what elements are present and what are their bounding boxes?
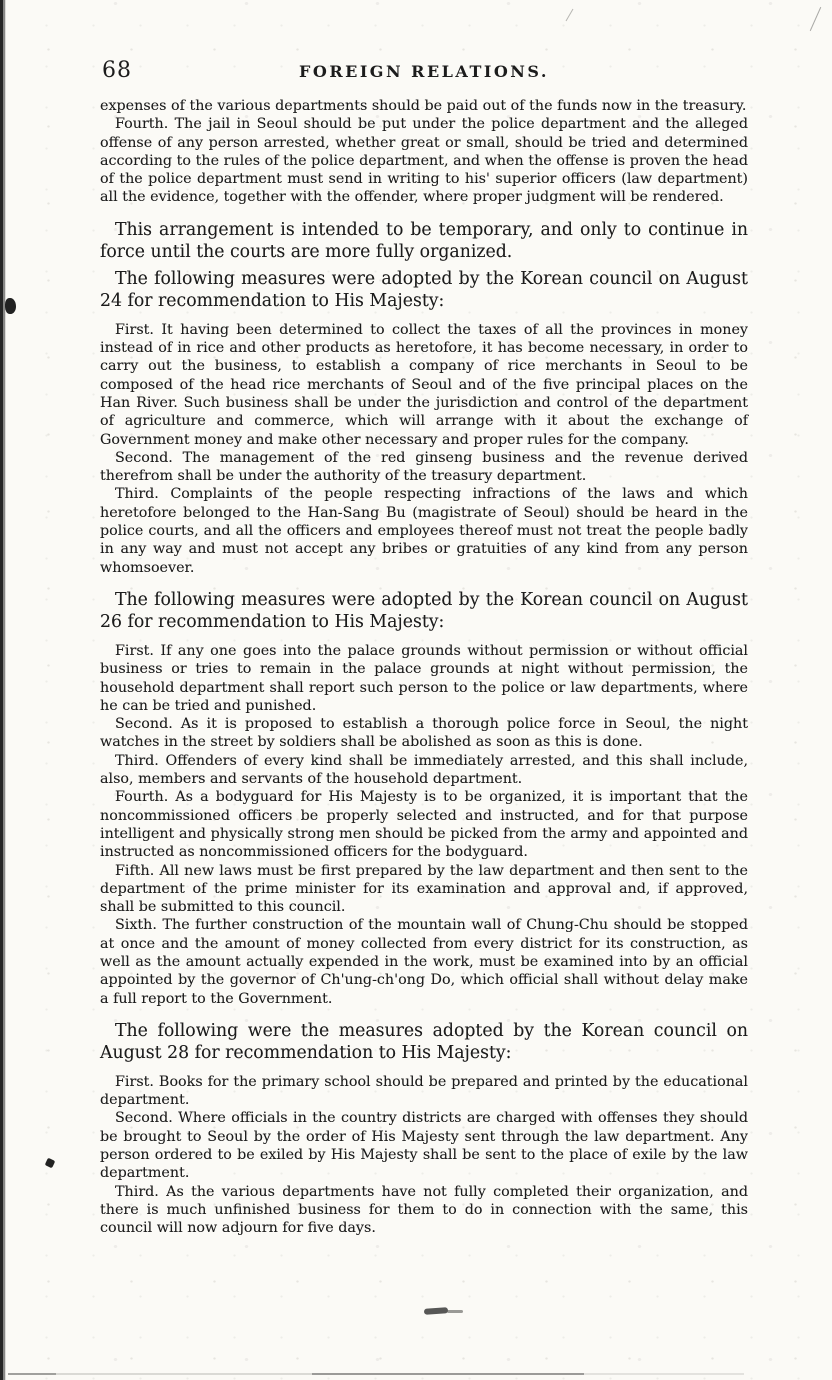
paragraph-arrangement-temporary: This arrangement is intended to be temporary, and only to continue in force until the courts are more fully organized. xyxy=(100,219,748,262)
paragraph-aug26-fourth-bodyguard: Fourth. As a bodyguard for His Majesty is to be organized, it is important that the noncommissioned officers be properly selected and instructed, and for that purpose intelligent and physically strong men should be picked from the army and appointed and instructed as noncommissioned officers for the bodyguard. xyxy=(100,789,748,861)
page-header xyxy=(100,58,748,86)
paragraph-aug26-second-police-force: Second. As it is proposed to establish a thorough police force in Seoul, the night watches in the street by soldiers shall be abolished as soon as this is done. xyxy=(100,716,748,751)
paragraph-aug24-third-complaints: Third. Complaints of the people respecting infractions of the laws and which heretofore belonged to the Han-Sang Bu (magistrate of Seoul) should be heard in the police courts, and all the officers and employees thereof must not treat the people badly in any way and must not accept any bribes or gratuities of any kind from any person whomsoever. xyxy=(100,486,748,576)
ink-speck xyxy=(45,1158,56,1169)
ink-smudge xyxy=(424,1307,448,1315)
paragraph-aug24-second-ginseng: Second. The management of the red ginseng business and the revenue derived therefrom shall be under the authority of the treasury department. xyxy=(100,449,748,485)
ink-smudge xyxy=(447,1310,463,1313)
ink-speck xyxy=(5,298,16,314)
scratch-mark xyxy=(566,9,574,22)
paragraph-aug26-sixth-mountain-wall: Sixth. The further construction of the mountain wall of Chung-Chu should be stopped at once and the amount of money collected from every district for its construction, as well as the amount actually expended in the work, must be examined into by an official appointed by the governor of Ch'ung-ch'ong Do, which official shall without delay make a full report to the Government. xyxy=(100,917,748,1007)
paragraph-fourth-jail: Fourth. The jail in Seoul should be put under the police department and the alleged offense of any person arrested, whether great or small, should be tried and determined according to the rules of the police department, and when the offense is proven the head of the police department must send in writing to his' superior officers (law department) all the evidence, together with the offender, where proper judgment will be rendered. xyxy=(100,116,748,206)
paragraph-aug26-first-palace-grounds: First. If any one goes into the palace grounds without permission or without official business or tries to remain in the palace grounds at night without permission, the household department shall report such person to the police or law departments, where he can be tried and punished. xyxy=(100,642,748,714)
paragraph-aug28-third-adjourn: Third. As the various departments have not fully completed their organization, and there is much unfinished business for them to do in connection with the same, this council will now adjourn for five days. xyxy=(100,1183,748,1237)
page-number: 68 xyxy=(102,58,132,83)
paragraph-expenses-continuation: expenses of the various departments should be paid out of the funds now in the treasury. xyxy=(100,98,747,114)
heading-august-26-measures: The following measures were adopted by the Korean council on August 26 for recommendation to His Majesty: xyxy=(100,589,748,632)
page-body xyxy=(100,97,748,1238)
scan-edge-artifact xyxy=(0,0,8,1380)
paragraph-aug28-first-school-books: First. Books for the primary school should be prepared and printed by the educational department. xyxy=(100,1073,748,1109)
heading-august-24-measures: The following measures were adopted by the Korean council on August 24 for recommendation to His Majesty: xyxy=(100,268,748,311)
paragraph-aug28-second-exile: Second. Where officials in the country districts are charged with offenses they should be brought to Seoul by the order of His Majesty sent through the law department. Any person ordered to be exiled by His Majesty shall be sent to the place of exile by the law department. xyxy=(100,1110,748,1182)
running-header: FOREIGN RELATIONS. xyxy=(299,62,549,81)
heading-august-28-measures: The following were the measures adopted by the Korean council on August 28 for recommendation to His Majesty: xyxy=(100,1020,748,1063)
paragraph-aug24-first-rice-taxes: First. It having been determined to collect the taxes of all the provinces in money instead of in rice and other products as heretofore, it has become necessary, in order to carry out the business, to establish a company of rice merchants in Seoul to be composed of the head rice merchants of Seoul and of the five principal places on the Han River. Such business shall be under the jurisdiction and control of the department of agriculture and commerce, which will arrange with it about the exchange of Government money and make other necessary and proper rules for the company. xyxy=(100,321,748,448)
paragraph-aug26-fifth-new-laws: Fifth. All new laws must be first prepared by the law department and then sent to the department of the prime minister for its examination and approval and, if approved, shall be submitted to this council. xyxy=(100,862,748,916)
scratch-mark xyxy=(810,7,821,31)
scan-line-artifact xyxy=(8,1373,808,1375)
paragraph-aug26-third-offenders: Third. Offenders of every kind shall be immediately arrested, and this shall include, also, members and servants of the household department. xyxy=(100,752,748,788)
